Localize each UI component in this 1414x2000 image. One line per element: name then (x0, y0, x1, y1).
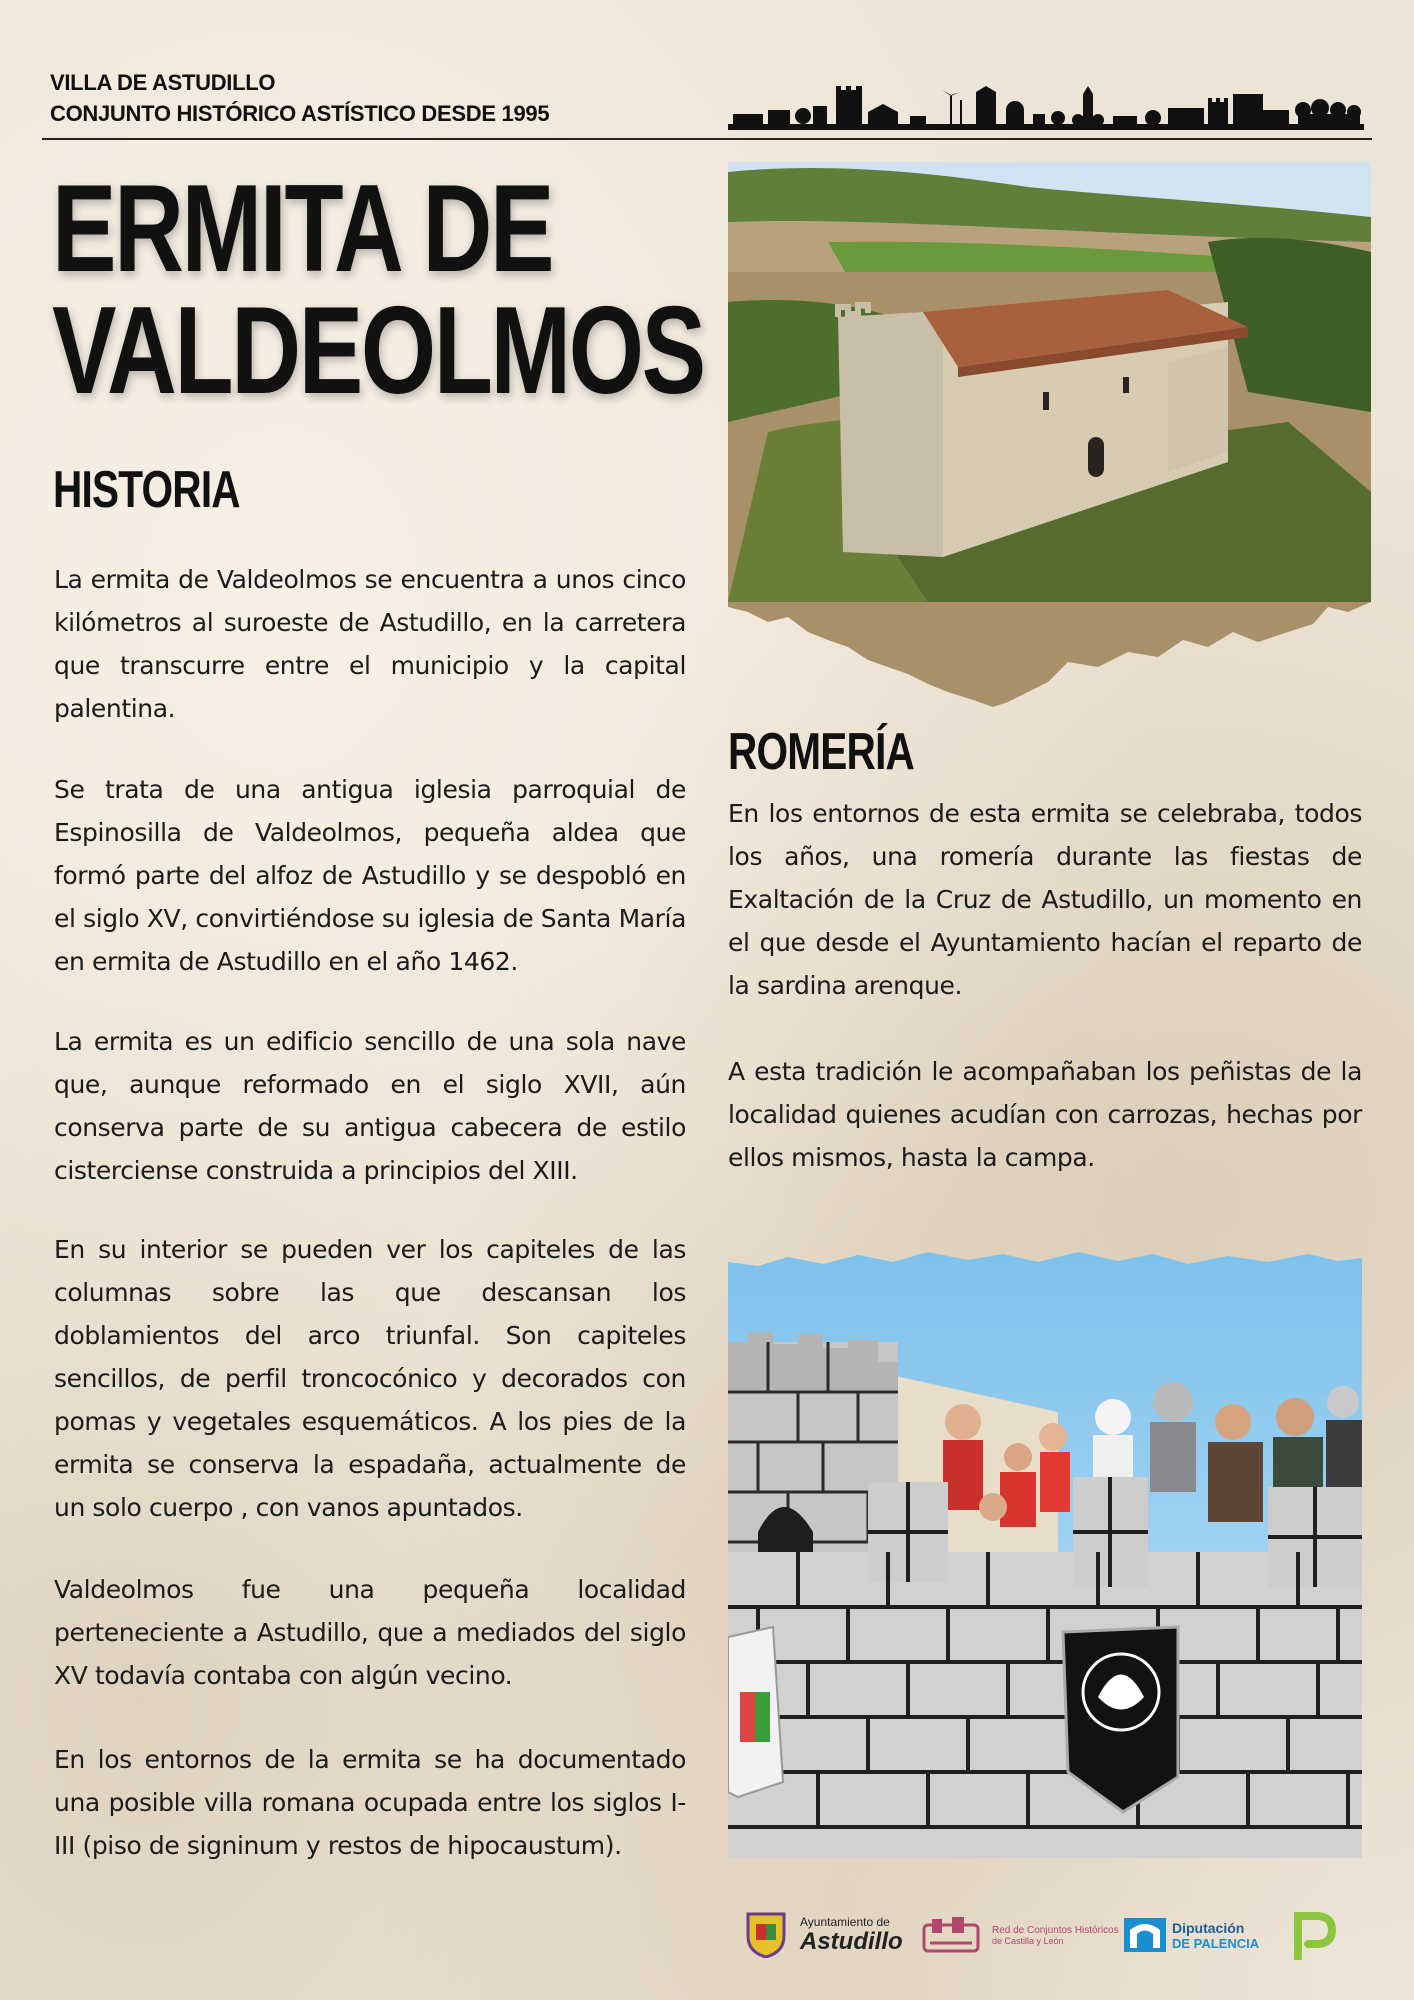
ayuntamiento-small-text: Ayuntamiento de (800, 1915, 890, 1929)
historia-paragraph-2: Se trata de una antigua iglesia parroquial de Espinosilla de Valdeolmos, pequeña aldea que formó parte del alfoz de Astudillo y se despobló en el siglo XV, convirtiéndose su iglesia de Santa María en ermita de Astudillo en el año 1462. (54, 775, 686, 976)
ayuntamiento-logo (800, 1900, 903, 1970)
red-conjuntos-icon (922, 1900, 980, 1970)
ayuntamiento-name: Astudillo (800, 1928, 903, 1955)
page-title-line-2: VALDEOLMOS (52, 282, 704, 420)
palencia-p-icon (1290, 1900, 1336, 1970)
header-line-2: CONJUNTO HISTÓRICO ASTÍSTICO DESDE 1995 (50, 101, 550, 126)
diputacion-line-1: Diputación (1172, 1919, 1245, 1936)
historia-paragraph-6: En los entornos de la ermita se ha documentado una posible villa romana ocupada entre los siglos I-III (piso de signinum y restos de hipocaustum). (54, 1745, 686, 1860)
red-conjuntos-line-2: de Castilla y León (992, 1935, 1064, 1946)
village-skyline-icon (728, 86, 1364, 130)
sponsor-logos (740, 1900, 1360, 1970)
red-conjuntos-logo (992, 1900, 1119, 1970)
diputacion-logo (1172, 1900, 1259, 1970)
historia-heading: HISTORIA (53, 461, 240, 519)
historia-paragraph-1: La ermita de Valdeolmos se encuentra a unos cinco kilómetros al suroeste de Astudillo, en la carretera que transcurre entre el municipio y la capital palentina. (54, 565, 686, 723)
historia-paragraph-4: En su interior se pueden ver los capiteles de las columnas sobre las que descansan los doblamientos del arco triunfal. Son capiteles sencillos, de perfil troncocónico y decorados con pomas y vegetales esquemáticos. A los pies de la ermita se conserva la espadaña, actualmente de un solo cuerpo , con vanos apuntados. (54, 1235, 686, 1522)
romeria-paragraph-2: A esta tradición le acompañaban los peñistas de la localidad quienes acudían con carrozas, hechas por ellos mismos, hasta la campa. (728, 1057, 1362, 1172)
romeria-paragraph-1: En los entornos de esta ermita se celebraba, todos los años, una romería durante las fiestas de Exaltación de la Cruz de Astudillo, un momento en el que desde el Ayuntamiento hacían el reparto de la sardina arenque. (728, 799, 1362, 1000)
diputacion-line-2: DE PALENCIA (1172, 1935, 1260, 1951)
header-divider (42, 138, 1372, 140)
romeria-float-photo (728, 1252, 1362, 1858)
romeria-heading: ROMERÍA (728, 723, 915, 781)
diputacion-icon (1124, 1900, 1166, 1970)
red-conjuntos-line-1: Red de Conjuntos Históricos (992, 1924, 1119, 1936)
historia-paragraph-3: La ermita es un edificio sencillo de una sola nave que, aunque reformado en el siglo XVII, aún conserva parte de su antigua cabecera de estilo cisterciense construida a principios del XIII. (54, 1027, 686, 1185)
header-line-1: VILLA DE ASTUDILLO (50, 70, 276, 95)
page-title (52, 160, 704, 420)
astudillo-coat-of-arms-icon (746, 1900, 786, 1970)
historia-paragraph-5: Valdeolmos fue una pequeña localidad perteneciente a Astudillo, que a mediados del siglo XV todavía contaba con algún vecino. (54, 1575, 686, 1690)
hermitage-photo (728, 162, 1371, 707)
page-title-line-1: ERMITA DE (52, 160, 553, 298)
